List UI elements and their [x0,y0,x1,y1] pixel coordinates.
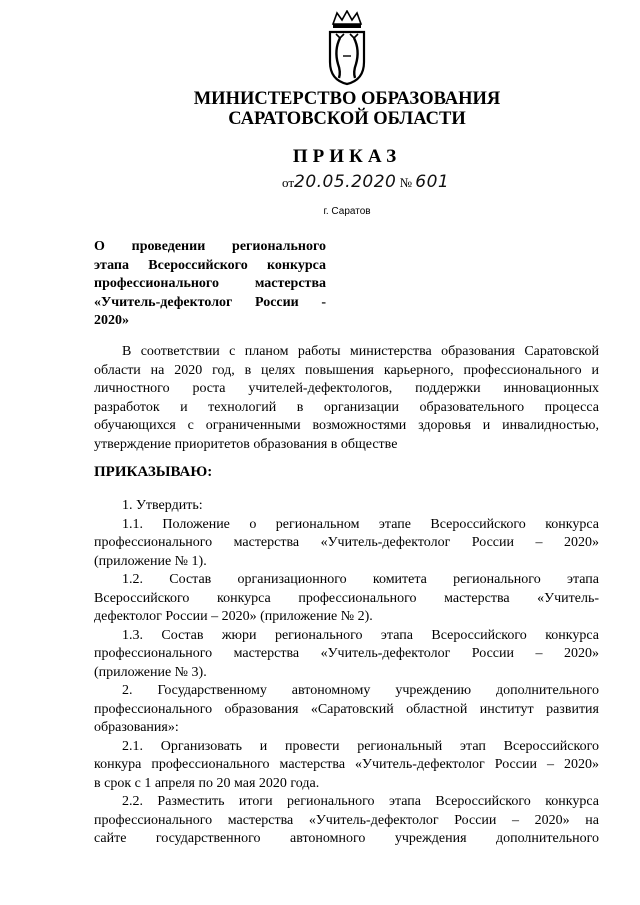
subject-line: О проведении регионального [94,239,326,254]
order-heading: ПРИКАЗЫВАЮ: [94,464,213,480]
preamble-line: обучающихся с ограниченными возможностями здоровья и инвалидностью, [94,418,599,433]
item-line: дефектолог России – 2020» (приложение № 2). [94,609,373,624]
subject-line: этапа Всероссийского конкурса [94,257,326,273]
item-line: профессионального мастерства «Учитель-дефектолог России – 2020» [94,535,599,550]
preamble-line: области на 2020 год, в целях повышения карьерного, профессионального и [94,362,599,378]
order-items [94,497,599,849]
saratov-coat-of-arms-icon [324,10,370,86]
item-line: в срок с 1 апреля по 20 мая 2020 года. [94,775,320,791]
item-line: профессионального мастерства «Учитель-дефектолог России – 2020» [94,646,599,661]
order-subject [94,238,326,331]
order-number: 601 [415,172,450,192]
city: г. Саратов [323,206,371,217]
document-type-title: ПРИКАЗ [292,146,402,167]
item-line: сайте государственного автономного учреждения дополнительного [94,831,599,846]
item-line: профессионального мастерства «Учитель-дефектолог России – 2020» на [94,812,599,828]
item-line: 1.3. Состав жюри регионального этапа Всероссийского конкурса [122,627,599,643]
item-line: 2. Государственному автономному учреждению дополнительного [122,683,599,698]
subject-line: «Учитель-дефектолог России - [94,294,326,310]
preamble-line: В соответствии с планом работы министерства образования Саратовской [122,344,599,359]
item-line: 1.1. Положение о региональном этапе Всероссийского конкурса [122,516,599,532]
item-line: 2.2. Разместить итоги регионального этапа Всероссийского конкурса [122,794,599,809]
item-line: профессионального образования «Саратовский областной институт развития [94,701,599,717]
item-line: (приложение № 3). [94,664,207,680]
item-line: конкура профессионального мастерства «Учитель-дефектолог России – 2020» [94,757,599,772]
ministry-name-line-1: МИНИСТЕРСТВО ОБРАЗОВАНИЯ [193,89,501,109]
item-line: образования»: [94,720,179,735]
preamble-line: разработок и технологий в организации образовательного процесса [94,399,599,415]
preamble-line: личностного роста учителей-дефектологов, поддержки инновационных [94,381,599,396]
preamble [94,343,599,454]
subject-line: профессионального мастерства [94,276,326,291]
item-line: 1. Утвердить: [122,498,203,513]
order-date: 20.05.2020 [294,172,397,192]
number-prefix: № [399,175,413,190]
preamble-line: утверждение приоритетов образования в обществе [94,436,398,452]
order-date-number [282,172,449,192]
item-line: Всероссийского конкурса профессионального мастерства «Учитель- [94,590,599,606]
item-line: 1.2. Состав организационного комитета регионального этапа [122,572,599,587]
subject-line: 2020» [94,313,129,328]
date-prefix: от [282,175,295,190]
item-line: (приложение № 1). [94,553,207,569]
item-line: 2.1. Организовать и провести региональный этап Всероссийского [122,738,599,754]
ministry-name-line-2: САРАТОВСКОЙ ОБЛАСТИ [228,109,466,129]
